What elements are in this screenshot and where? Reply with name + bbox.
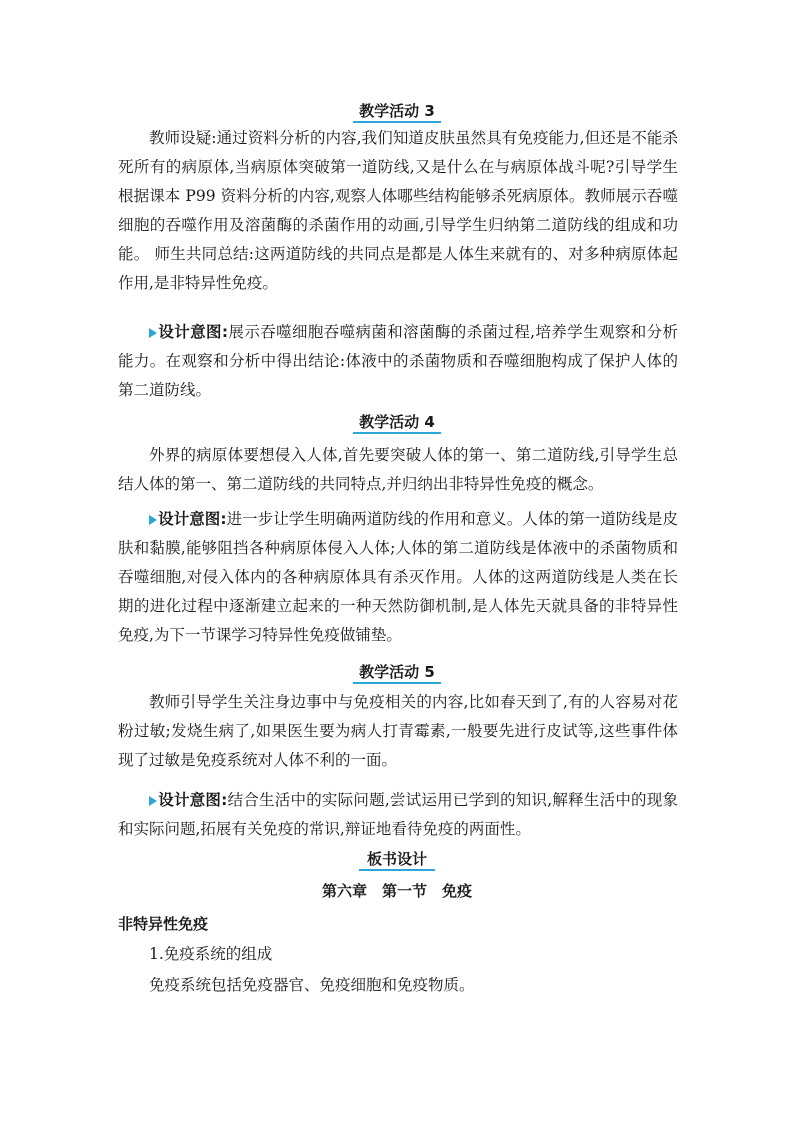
activity-5-title-text: 教学活动 5 <box>355 661 439 683</box>
design-intent-label: 设计意图: <box>158 323 229 341</box>
activity-3-title-text: 教学活动 3 <box>355 100 439 122</box>
arrow-marker-icon <box>149 796 157 806</box>
chapter-heading: 第六章 第一节 免疫 <box>321 882 472 900</box>
activity-4-title <box>0 411 794 433</box>
activity-4-paragraph: 外界的病原体要想侵入人体,首先要突破人体的第一、第二道防线,引导学生总结人体的第一、第二道防线的共同特点,并归纳出非特异性免疫的概念。 <box>118 446 678 493</box>
nonspecific-immunity-heading: 非特异性免疫 <box>118 915 209 933</box>
activity-5-title <box>0 661 794 683</box>
design-intent-label: 设计意图: <box>158 510 227 528</box>
design-intent-text: 进一步让学生明确两道防线的作用和意义。人体的第一道防线是皮肤和黏膜,能够阻挡各种病原体侵入人体;人体的第二道防线是体液中的杀菌物质和吞噬细胞,对侵入体内的各种病原体具有杀灭作用。人体的这两道防线是人类在长期的进化过程中逐渐建立起来的一种天然防御机制,是人体先天就具备的非特异性免疫,为下一节课学习特异性免疫做铺垫。 <box>118 510 678 644</box>
activity-3-paragraph: 教师设疑:通过资料分析的内容,我们知道皮肤虽然具有免疫能力,但还是不能杀死所有的病原体,当病原体突破第一道防线,又是什么在与病原体战斗呢?引导学生根据课本 P99 资料分析的内容,观察人体哪些结构能够杀死病原体。教师展示吞噬细胞的吞噬作用及溶菌酶的杀菌作用的动画,引导学生归纳第二道防线的组成和功能。 师生共同总结:这两道防线的共同点是都是人体生来就有的、对多种病原体起作用,是非特异性免疫。 <box>118 129 678 292</box>
activity-4-title-text: 教学活动 4 <box>355 411 439 433</box>
board-item-1-text: 免疫系统包括免疫器官、免疫细胞和免疫物质。 <box>149 976 475 994</box>
board-design-title-text: 板书设计 <box>361 848 433 870</box>
design-intent-text: 展示吞噬细胞吞噬病菌和溶菌酶的杀菌过程,培养学生观察和分析能力。在观察和分析中得出结论:体液中的杀菌物质和吞噬细胞构成了保护人体的第二道防线。 <box>118 323 678 399</box>
activity-5-design-intent <box>118 786 678 844</box>
activity-4-design-intent <box>118 505 678 650</box>
activity-3-design-intent <box>118 318 678 405</box>
arrow-marker-icon <box>149 328 157 338</box>
arrow-marker-icon <box>149 515 157 525</box>
design-intent-label: 设计意图: <box>158 791 228 809</box>
design-intent-text: 结合生活中的实际问题,尝试运用已学到的知识,解释生活中的现象和实际问题,拓展有关免疫的常识,辩证地看待免疫的两面性。 <box>118 791 679 838</box>
activity-5-paragraph: 教师引导学生关注身边事中与免疫相关的内容,比如春天到了,有的人容易对花粉过敏;发烧生病了,如果医生要为病人打青霉素,一般要先进行皮试等,这些事件体现了过敏是免疫系统对人体不利的一面。 <box>118 693 678 769</box>
board-design-title <box>0 848 794 870</box>
activity-3-title <box>0 100 794 122</box>
board-item-1: 1.免疫系统的组成 <box>149 945 273 963</box>
